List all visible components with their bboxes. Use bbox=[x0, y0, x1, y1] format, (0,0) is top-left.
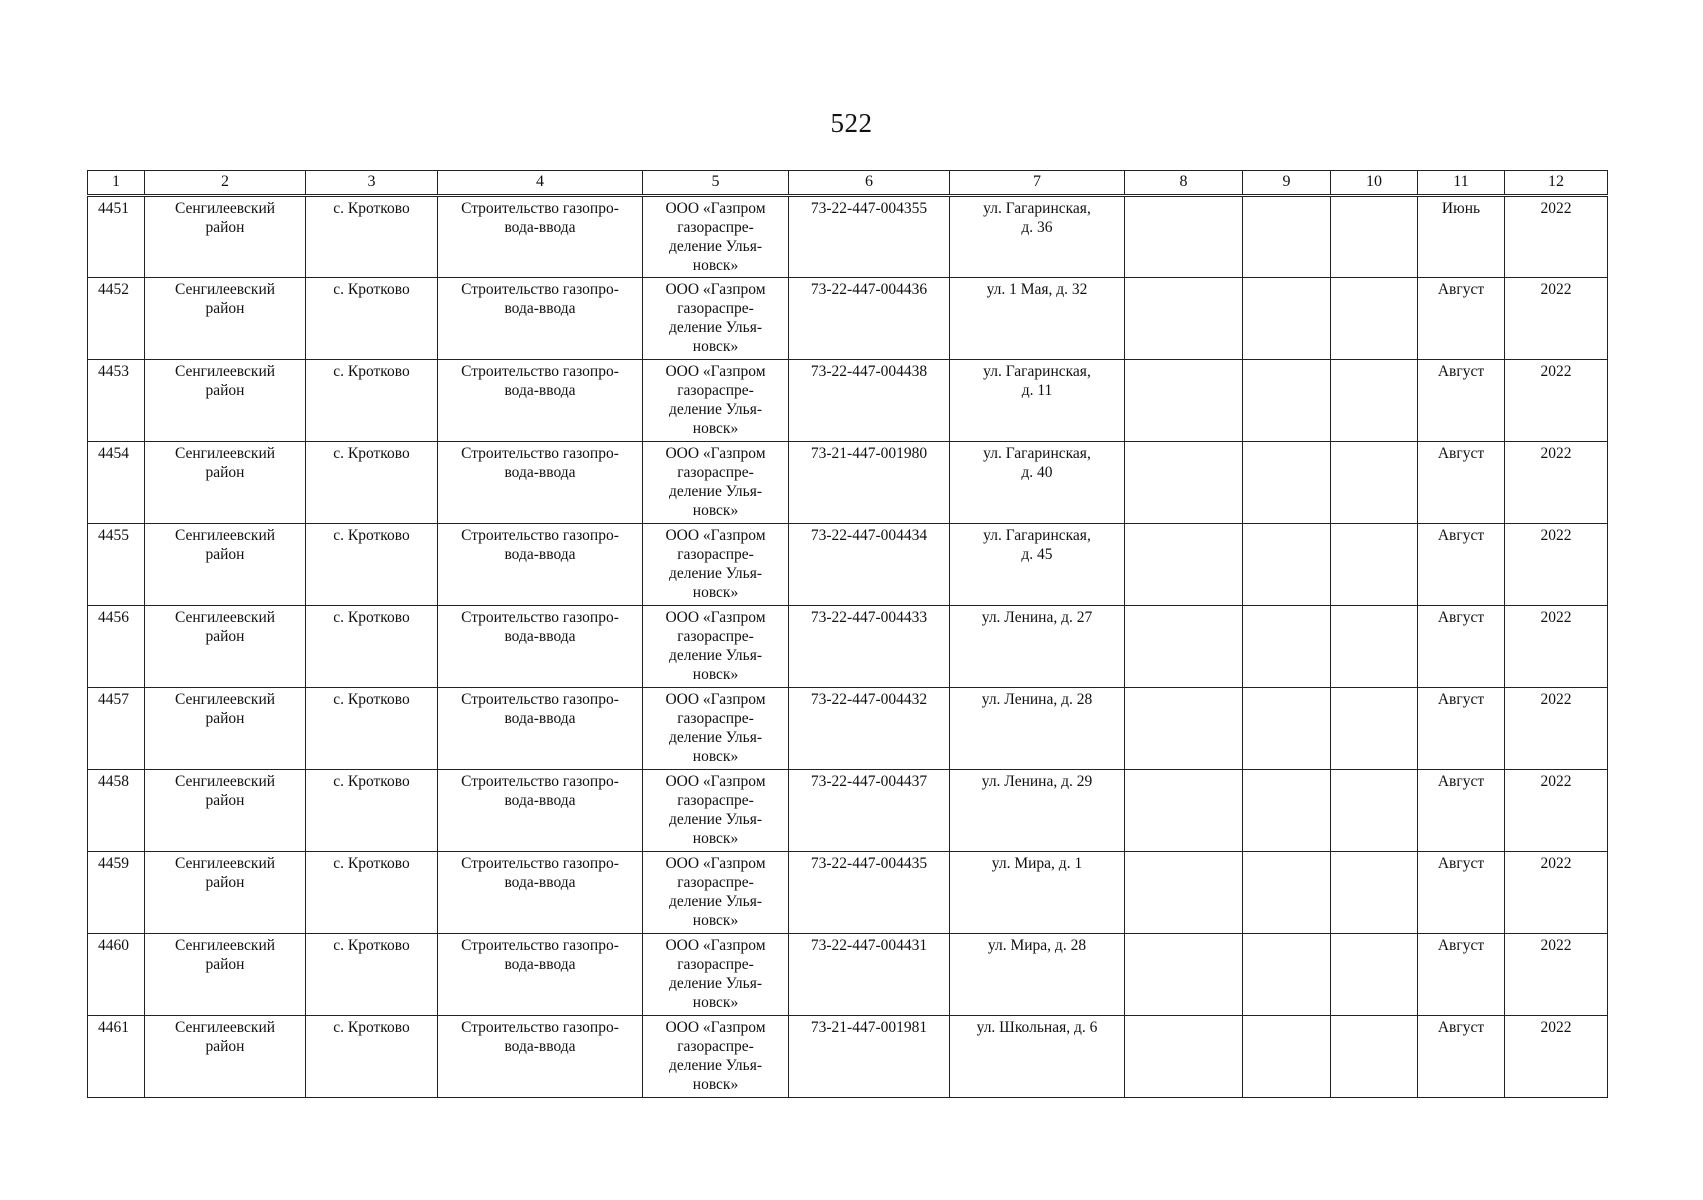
district-line: район bbox=[205, 710, 245, 727]
address-line: ул. Гагаринская, bbox=[983, 200, 1091, 217]
cell-col-10 bbox=[1331, 606, 1418, 688]
organization-line: деление Улья- bbox=[668, 483, 763, 500]
organization-line: деление Улья- bbox=[668, 647, 763, 664]
cell-month: Июнь bbox=[1418, 196, 1505, 278]
cell-col-8 bbox=[1125, 852, 1243, 934]
cell-month: Август bbox=[1418, 360, 1505, 442]
work-type-line: вода-ввода bbox=[504, 628, 576, 645]
work-type-line: Строительство газопро- bbox=[461, 1019, 619, 1036]
cell-work-type bbox=[438, 934, 643, 1016]
cell-year: 2022 bbox=[1505, 524, 1608, 606]
organization-line: деление Улья- bbox=[668, 565, 763, 582]
cell-col-9 bbox=[1243, 606, 1331, 688]
cell-col-8 bbox=[1125, 1016, 1243, 1098]
column-header-9: 9 bbox=[1243, 171, 1331, 196]
cell-col-10 bbox=[1331, 196, 1418, 278]
cell-work-type bbox=[438, 196, 643, 278]
work-type-line: Строительство газопро- bbox=[461, 200, 619, 217]
table-row bbox=[88, 442, 1608, 524]
district-line: район bbox=[205, 874, 245, 891]
work-type-line: вода-ввода bbox=[504, 710, 576, 727]
cell-year: 2022 bbox=[1505, 606, 1608, 688]
cell-col-10 bbox=[1331, 360, 1418, 442]
organization-line: новск» bbox=[692, 666, 739, 683]
table-header bbox=[88, 171, 1608, 196]
address-line: д. 36 bbox=[1021, 219, 1053, 236]
organization-line: новск» bbox=[692, 584, 739, 601]
district-line: Сенгилеевский bbox=[174, 527, 276, 544]
work-type-line: Строительство газопро- bbox=[461, 937, 619, 954]
cell-address bbox=[950, 1016, 1125, 1098]
address-line: ул. Гагаринская, bbox=[983, 363, 1091, 380]
cell-district bbox=[145, 852, 306, 934]
cell-address bbox=[950, 442, 1125, 524]
work-type-line: Строительство газопро- bbox=[461, 773, 619, 790]
column-header-5: 5 bbox=[643, 171, 789, 196]
cell-col-9 bbox=[1243, 196, 1331, 278]
district-line: Сенгилеевский bbox=[174, 363, 276, 380]
district-line: Сенгилеевский bbox=[174, 445, 276, 462]
cell-work-type bbox=[438, 1016, 643, 1098]
organization-line: новск» bbox=[692, 912, 739, 929]
cell-settlement: с. Кротково bbox=[306, 524, 438, 606]
cell-col-9 bbox=[1243, 934, 1331, 1016]
work-type-line: Строительство газопро- bbox=[461, 445, 619, 462]
column-header-3: 3 bbox=[306, 171, 438, 196]
cell-object-code: 73-22-447-004432 bbox=[789, 688, 950, 770]
cell-col-8 bbox=[1125, 770, 1243, 852]
cell-year: 2022 bbox=[1505, 770, 1608, 852]
district-line: район bbox=[205, 628, 245, 645]
cell-col-10 bbox=[1331, 524, 1418, 606]
cell-month: Август bbox=[1418, 688, 1505, 770]
organization-line: новск» bbox=[692, 420, 739, 437]
cell-address bbox=[950, 196, 1125, 278]
cell-year: 2022 bbox=[1505, 852, 1608, 934]
organization-line: газораспре- bbox=[677, 1038, 754, 1055]
cell-row-number: 4461 bbox=[88, 1016, 145, 1098]
district-line: район bbox=[205, 546, 245, 563]
organization-line: деление Улья- bbox=[668, 975, 763, 992]
cell-month: Август bbox=[1418, 524, 1505, 606]
address-line: д. 45 bbox=[1021, 546, 1053, 563]
table-row bbox=[88, 770, 1608, 852]
organization-line: газораспре- bbox=[677, 628, 754, 645]
cell-year: 2022 bbox=[1505, 360, 1608, 442]
table-body bbox=[88, 196, 1608, 1098]
district-line: Сенгилеевский bbox=[174, 1019, 276, 1036]
organization-line: ООО «Газпром bbox=[665, 1019, 766, 1036]
cell-year: 2022 bbox=[1505, 688, 1608, 770]
organization-line: ООО «Газпром bbox=[665, 773, 766, 790]
table-row bbox=[88, 524, 1608, 606]
cell-month: Август bbox=[1418, 770, 1505, 852]
table-row bbox=[88, 934, 1608, 1016]
table-row bbox=[88, 1016, 1608, 1098]
work-type-line: вода-ввода bbox=[504, 874, 576, 891]
district-line: район bbox=[205, 300, 245, 317]
organization-line: деление Улья- bbox=[668, 729, 763, 746]
cell-row-number: 4457 bbox=[88, 688, 145, 770]
address-line: ул. Школьная, д. 6 bbox=[976, 1019, 1098, 1036]
cell-col-9 bbox=[1243, 278, 1331, 360]
address-line: ул. Ленина, д. 29 bbox=[981, 773, 1093, 790]
cell-settlement: с. Кротково bbox=[306, 852, 438, 934]
column-header-1: 1 bbox=[88, 171, 145, 196]
cell-district bbox=[145, 524, 306, 606]
district-line: Сенгилеевский bbox=[174, 855, 276, 872]
cell-settlement: с. Кротково bbox=[306, 770, 438, 852]
cell-row-number: 4458 bbox=[88, 770, 145, 852]
cell-year: 2022 bbox=[1505, 1016, 1608, 1098]
work-type-line: вода-ввода bbox=[504, 382, 576, 399]
cell-district bbox=[145, 1016, 306, 1098]
page-number: 522 bbox=[830, 108, 873, 138]
cell-object-code: 73-21-447-001981 bbox=[789, 1016, 950, 1098]
cell-settlement: с. Кротково bbox=[306, 606, 438, 688]
district-line: район bbox=[205, 956, 245, 973]
cell-address bbox=[950, 360, 1125, 442]
cell-address bbox=[950, 606, 1125, 688]
organization-line: новск» bbox=[692, 994, 739, 1011]
address-line: д. 11 bbox=[1021, 382, 1053, 399]
cell-col-9 bbox=[1243, 442, 1331, 524]
cell-col-10 bbox=[1331, 442, 1418, 524]
cell-col-8 bbox=[1125, 360, 1243, 442]
organization-line: газораспре- bbox=[677, 710, 754, 727]
cell-year: 2022 bbox=[1505, 934, 1608, 1016]
cell-district bbox=[145, 278, 306, 360]
work-type-line: вода-ввода bbox=[504, 1038, 576, 1055]
cell-work-type bbox=[438, 442, 643, 524]
work-type-line: вода-ввода bbox=[504, 546, 576, 563]
district-line: район bbox=[205, 1038, 245, 1055]
cell-address bbox=[950, 688, 1125, 770]
column-header-2: 2 bbox=[145, 171, 306, 196]
cell-row-number: 4452 bbox=[88, 278, 145, 360]
cell-col-9 bbox=[1243, 688, 1331, 770]
organization-line: газораспре- bbox=[677, 874, 754, 891]
district-line: Сенгилеевский bbox=[174, 200, 276, 217]
address-line: ул. 1 Мая, д. 32 bbox=[986, 281, 1088, 298]
organization-line: ООО «Газпром bbox=[665, 937, 766, 954]
organization-line: ООО «Газпром bbox=[665, 445, 766, 462]
address-line: ул. Гагаринская, bbox=[983, 445, 1091, 462]
cell-district bbox=[145, 196, 306, 278]
cell-col-8 bbox=[1125, 278, 1243, 360]
cell-work-type bbox=[438, 852, 643, 934]
cell-month: Август bbox=[1418, 852, 1505, 934]
column-header-11: 11 bbox=[1418, 171, 1505, 196]
organization-line: ООО «Газпром bbox=[665, 527, 766, 544]
work-type-line: вода-ввода bbox=[504, 464, 576, 481]
cell-district bbox=[145, 606, 306, 688]
cell-row-number: 4455 bbox=[88, 524, 145, 606]
cell-col-8 bbox=[1125, 934, 1243, 1016]
cell-month: Август bbox=[1418, 606, 1505, 688]
organization-line: газораспре- bbox=[677, 382, 754, 399]
district-line: район bbox=[205, 464, 245, 481]
work-type-line: вода-ввода bbox=[504, 792, 576, 809]
table-row bbox=[88, 688, 1608, 770]
work-type-line: вода-ввода bbox=[504, 219, 576, 236]
organization-line: деление Улья- bbox=[668, 401, 763, 418]
organization-line: новск» bbox=[692, 338, 739, 355]
cell-settlement: с. Кротково bbox=[306, 360, 438, 442]
cell-col-10 bbox=[1331, 770, 1418, 852]
address-line: ул. Ленина, д. 27 bbox=[981, 609, 1093, 626]
cell-organization bbox=[643, 606, 789, 688]
cell-col-10 bbox=[1331, 688, 1418, 770]
cell-address bbox=[950, 934, 1125, 1016]
cell-organization bbox=[643, 278, 789, 360]
cell-row-number: 4451 bbox=[88, 196, 145, 278]
cell-district bbox=[145, 770, 306, 852]
organization-line: газораспре- bbox=[677, 219, 754, 236]
district-line: район bbox=[205, 792, 245, 809]
table-row bbox=[88, 852, 1608, 934]
cell-work-type bbox=[438, 360, 643, 442]
cell-col-10 bbox=[1331, 1016, 1418, 1098]
registry-table bbox=[87, 170, 1608, 1098]
work-type-line: вода-ввода bbox=[504, 300, 576, 317]
cell-address bbox=[950, 770, 1125, 852]
cell-row-number: 4454 bbox=[88, 442, 145, 524]
cell-organization bbox=[643, 770, 789, 852]
cell-work-type bbox=[438, 770, 643, 852]
cell-col-9 bbox=[1243, 770, 1331, 852]
cell-col-8 bbox=[1125, 688, 1243, 770]
cell-organization bbox=[643, 524, 789, 606]
cell-district bbox=[145, 360, 306, 442]
cell-district bbox=[145, 442, 306, 524]
organization-line: деление Улья- bbox=[668, 1057, 763, 1074]
cell-object-code: 73-22-447-004438 bbox=[789, 360, 950, 442]
cell-col-10 bbox=[1331, 934, 1418, 1016]
cell-row-number: 4453 bbox=[88, 360, 145, 442]
cell-month: Август bbox=[1418, 1016, 1505, 1098]
column-header-4: 4 bbox=[438, 171, 643, 196]
table-row bbox=[88, 360, 1608, 442]
cell-month: Август bbox=[1418, 278, 1505, 360]
cell-year: 2022 bbox=[1505, 278, 1608, 360]
organization-line: газораспре- bbox=[677, 546, 754, 563]
cell-organization bbox=[643, 360, 789, 442]
cell-district bbox=[145, 934, 306, 1016]
district-line: район bbox=[205, 219, 245, 236]
cell-year: 2022 bbox=[1505, 442, 1608, 524]
cell-settlement: с. Кротково bbox=[306, 1016, 438, 1098]
cell-organization bbox=[643, 934, 789, 1016]
cell-work-type bbox=[438, 606, 643, 688]
cell-organization bbox=[643, 1016, 789, 1098]
district-line: Сенгилеевский bbox=[174, 281, 276, 298]
cell-settlement: с. Кротково bbox=[306, 934, 438, 1016]
organization-line: новск» bbox=[692, 748, 739, 765]
address-line: ул. Ленина, д. 28 bbox=[981, 691, 1093, 708]
cell-col-9 bbox=[1243, 1016, 1331, 1098]
organization-line: новск» bbox=[692, 1076, 739, 1093]
work-type-line: Строительство газопро- bbox=[461, 363, 619, 380]
work-type-line: Строительство газопро- bbox=[461, 691, 619, 708]
cell-organization bbox=[643, 442, 789, 524]
cell-col-8 bbox=[1125, 606, 1243, 688]
column-header-7: 7 bbox=[950, 171, 1125, 196]
cell-row-number: 4460 bbox=[88, 934, 145, 1016]
cell-col-9 bbox=[1243, 524, 1331, 606]
cell-object-code: 73-21-447-001980 bbox=[789, 442, 950, 524]
table-row bbox=[88, 196, 1608, 278]
organization-line: новск» bbox=[692, 257, 739, 274]
work-type-line: Строительство газопро- bbox=[461, 281, 619, 298]
organization-line: ООО «Газпром bbox=[665, 691, 766, 708]
organization-line: новск» bbox=[692, 502, 739, 519]
organization-line: ООО «Газпром bbox=[665, 855, 766, 872]
header-row bbox=[88, 171, 1608, 196]
organization-line: ООО «Газпром bbox=[665, 200, 766, 217]
cell-col-8 bbox=[1125, 196, 1243, 278]
cell-settlement: с. Кротково bbox=[306, 688, 438, 770]
organization-line: новск» bbox=[692, 830, 739, 847]
organization-line: деление Улья- bbox=[668, 238, 763, 255]
cell-district bbox=[145, 688, 306, 770]
district-line: Сенгилеевский bbox=[174, 937, 276, 954]
work-type-line: вода-ввода bbox=[504, 956, 576, 973]
registry-table-container bbox=[87, 170, 1607, 1098]
cell-work-type bbox=[438, 688, 643, 770]
cell-year: 2022 bbox=[1505, 196, 1608, 278]
cell-object-code: 73-22-447-004437 bbox=[789, 770, 950, 852]
district-line: Сенгилеевский bbox=[174, 773, 276, 790]
organization-line: газораспре- bbox=[677, 300, 754, 317]
cell-row-number: 4456 bbox=[88, 606, 145, 688]
column-header-12: 12 bbox=[1505, 171, 1608, 196]
organization-line: деление Улья- bbox=[668, 893, 763, 910]
cell-col-9 bbox=[1243, 360, 1331, 442]
cell-object-code: 73-22-447-004355 bbox=[789, 196, 950, 278]
cell-col-8 bbox=[1125, 524, 1243, 606]
work-type-line: Строительство газопро- bbox=[461, 855, 619, 872]
cell-work-type bbox=[438, 524, 643, 606]
cell-object-code: 73-22-447-004431 bbox=[789, 934, 950, 1016]
cell-address bbox=[950, 278, 1125, 360]
cell-organization bbox=[643, 852, 789, 934]
cell-organization bbox=[643, 688, 789, 770]
cell-address bbox=[950, 852, 1125, 934]
cell-month: Август bbox=[1418, 442, 1505, 524]
work-type-line: Строительство газопро- bbox=[461, 527, 619, 544]
cell-row-number: 4459 bbox=[88, 852, 145, 934]
district-line: Сенгилеевский bbox=[174, 691, 276, 708]
cell-col-9 bbox=[1243, 852, 1331, 934]
organization-line: газораспре- bbox=[677, 956, 754, 973]
cell-object-code: 73-22-447-004433 bbox=[789, 606, 950, 688]
organization-line: деление Улья- bbox=[668, 811, 763, 828]
organization-line: ООО «Газпром bbox=[665, 609, 766, 626]
cell-organization bbox=[643, 196, 789, 278]
organization-line: газораспре- bbox=[677, 464, 754, 481]
work-type-line: Строительство газопро- bbox=[461, 609, 619, 626]
address-line: ул. Мира, д. 1 bbox=[991, 855, 1083, 872]
cell-col-10 bbox=[1331, 852, 1418, 934]
address-line: ул. Гагаринская, bbox=[983, 527, 1091, 544]
cell-col-10 bbox=[1331, 278, 1418, 360]
cell-col-8 bbox=[1125, 442, 1243, 524]
cell-object-code: 73-22-447-004435 bbox=[789, 852, 950, 934]
address-line: д. 40 bbox=[1021, 464, 1053, 481]
cell-settlement: с. Кротково bbox=[306, 442, 438, 524]
table-row bbox=[88, 606, 1608, 688]
cell-work-type bbox=[438, 278, 643, 360]
column-header-6: 6 bbox=[789, 171, 950, 196]
organization-line: ООО «Газпром bbox=[665, 281, 766, 298]
organization-line: ООО «Газпром bbox=[665, 363, 766, 380]
district-line: район bbox=[205, 382, 245, 399]
cell-object-code: 73-22-447-004434 bbox=[789, 524, 950, 606]
address-line: ул. Мира, д. 28 bbox=[987, 937, 1087, 954]
district-line: Сенгилеевский bbox=[174, 609, 276, 626]
cell-settlement: с. Кротково bbox=[306, 196, 438, 278]
organization-line: деление Улья- bbox=[668, 319, 763, 336]
column-header-10: 10 bbox=[1331, 171, 1418, 196]
organization-line: газораспре- bbox=[677, 792, 754, 809]
cell-object-code: 73-22-447-004436 bbox=[789, 278, 950, 360]
cell-month: Август bbox=[1418, 934, 1505, 1016]
table-row bbox=[88, 278, 1608, 360]
cell-address bbox=[950, 524, 1125, 606]
column-header-8: 8 bbox=[1125, 171, 1243, 196]
cell-settlement: с. Кротково bbox=[306, 278, 438, 360]
